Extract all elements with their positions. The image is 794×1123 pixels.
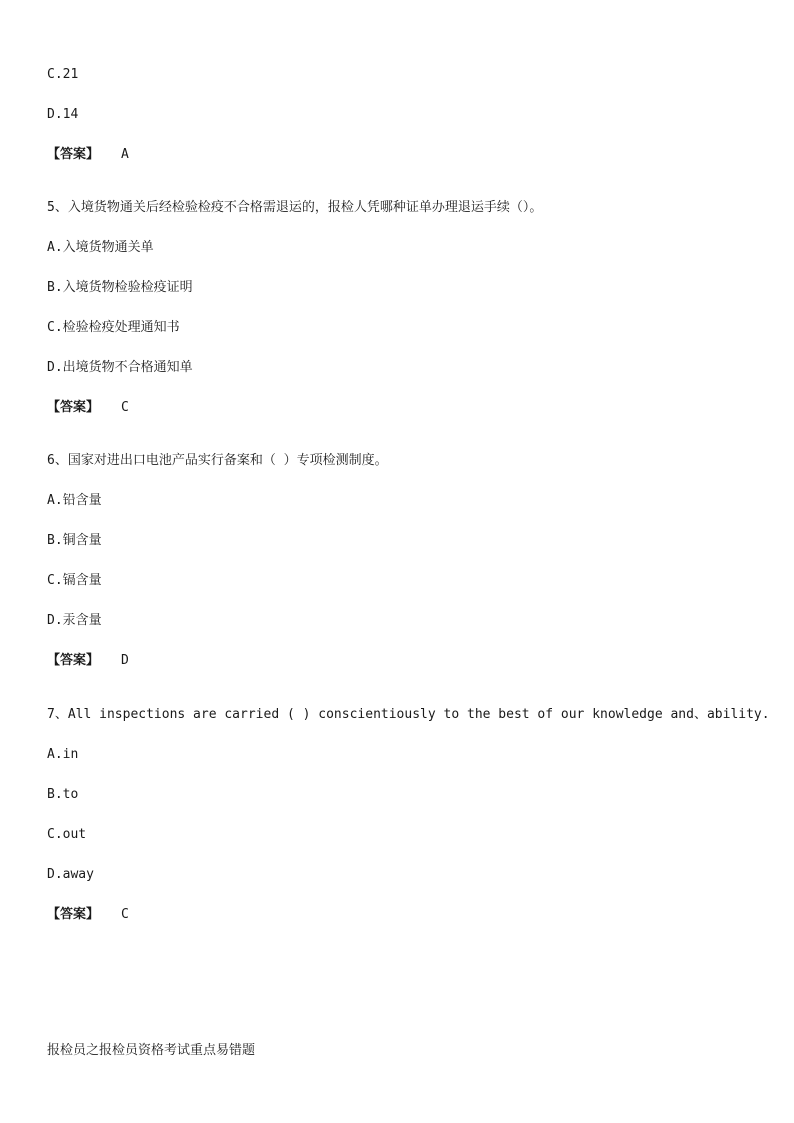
q7-question: 7、All inspections are carried ( ) conscientiously to the best of our knowledge and、ability.: [47, 707, 770, 722]
q7-answer-label: 【答案】: [47, 907, 100, 922]
q5-option-a: A.入境货物通关单: [47, 240, 154, 255]
q5-answer-label: 【答案】: [47, 400, 100, 415]
q6-option-d: D.汞含量: [47, 613, 102, 628]
q5-option-c: C.检验检疫处理通知书: [47, 320, 180, 335]
q6-answer-label: 【答案】: [47, 653, 100, 668]
q6-answer-value: D: [121, 653, 129, 668]
q6-option-c: C.镉含量: [47, 573, 102, 588]
q4-answer-label: 【答案】: [47, 147, 100, 162]
q6-option-b: B.铜含量: [47, 533, 102, 548]
q4-option-d: D.14: [47, 107, 79, 122]
q7-answer-row: [47, 906, 129, 924]
q5-question: 5、入境货物通关后经检验检疫不合格需退运的，报检人凭哪种证单办理退运手续（）。: [47, 200, 543, 215]
q5-option-d: D.出境货物不合格通知单: [47, 360, 193, 375]
q5-answer-value: C: [121, 400, 129, 415]
q4-option-c: C.21: [47, 67, 79, 82]
q6-option-a: A.铅含量: [47, 493, 102, 508]
q7-option-c: C.out: [47, 827, 87, 842]
q5-option-b: B.入境货物检验检疫证明: [47, 280, 193, 295]
q7-answer-value: C: [121, 907, 129, 922]
q6-question: 6、国家对进出口电池产品实行备案和（ ）专项检测制度。: [47, 453, 388, 468]
q7-option-d: D.away: [47, 867, 94, 882]
document-footer-title: 报检员之报检员资格考试重点易错题: [47, 1043, 256, 1058]
q5-answer-row: [47, 399, 129, 417]
q4-answer-row: [47, 146, 129, 164]
q4-answer-value: A: [121, 147, 129, 162]
q7-option-b: B.to: [47, 787, 79, 802]
q7-option-a: A.in: [47, 747, 79, 762]
q6-answer-row: [47, 652, 129, 670]
